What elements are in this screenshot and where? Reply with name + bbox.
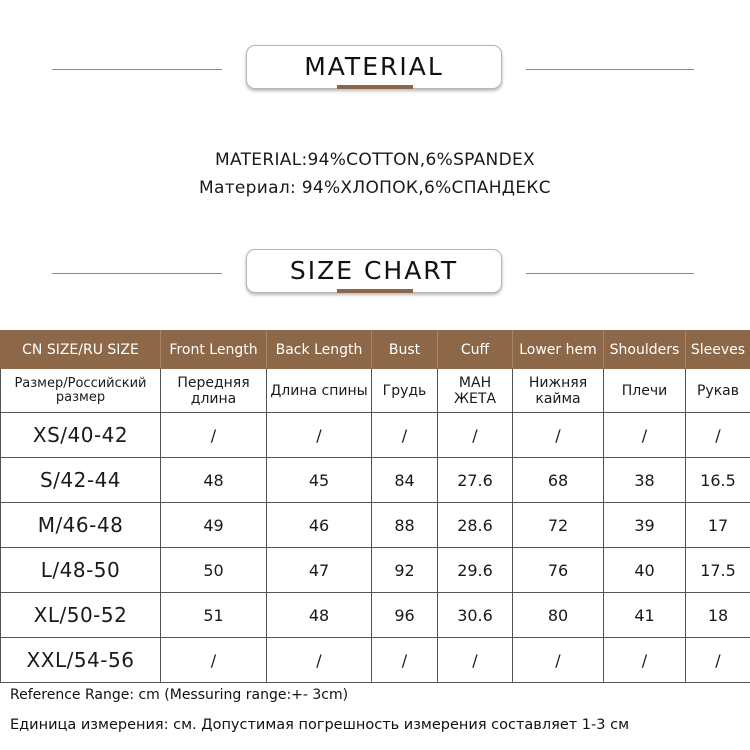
table-header-row-en [1, 331, 750, 369]
table-cell: 17 [686, 503, 750, 548]
table-cell: 29.6 [438, 548, 513, 593]
table-row [1, 638, 750, 683]
column-header: Front Length [161, 331, 267, 369]
table-cell: / [372, 413, 438, 458]
table-cell: 40 [604, 548, 686, 593]
table-cell: 48 [161, 458, 267, 503]
table-cell: 17.5 [686, 548, 750, 593]
table-cell: 76 [513, 548, 604, 593]
material-text-en: MATERIAL:94%COTTON,6%SPANDEX [215, 150, 535, 170]
table-cell: 84 [372, 458, 438, 503]
column-header: Sleeves [686, 331, 750, 369]
table-cell: 39 [604, 503, 686, 548]
table-header-row-ru [1, 369, 750, 413]
table-cell: / [267, 638, 372, 683]
table-cell: / [604, 638, 686, 683]
table-cell: 46 [267, 503, 372, 548]
column-header-ru: Передняя длина [161, 369, 267, 413]
material-text-ru: Материал: 94%ХЛОПОК,6%СПАНДЕКС [199, 178, 551, 198]
table-cell: / [438, 413, 513, 458]
table-cell: 47 [267, 548, 372, 593]
column-header-ru: Плечи [604, 369, 686, 413]
table-cell: / [161, 413, 267, 458]
table-cell: / [438, 638, 513, 683]
reference-range-note: Reference Range: cm (Messuring range:+- 3cm) [10, 687, 349, 703]
table-cell: / [686, 638, 750, 683]
heading-accent-bar [337, 289, 413, 293]
size-label-cell: XXL/54-56 [1, 638, 161, 683]
size-chart-section-heading [0, 249, 750, 299]
table-row [1, 503, 750, 548]
column-header-ru: Грудь [372, 369, 438, 413]
table-cell: 27.6 [438, 458, 513, 503]
table-cell: 49 [161, 503, 267, 548]
size-label-cell: XL/50-52 [1, 593, 161, 638]
column-header-ru: МАН ЖЕТА [438, 369, 513, 413]
table-cell: 41 [604, 593, 686, 638]
size-label-cell: S/42-44 [1, 458, 161, 503]
size-label-cell: L/48-50 [1, 548, 161, 593]
table-cell: 45 [267, 458, 372, 503]
table-cell: / [513, 638, 604, 683]
table-cell: 72 [513, 503, 604, 548]
table-cell: 51 [161, 593, 267, 638]
table-cell: / [604, 413, 686, 458]
heading-rule-left [52, 69, 222, 70]
material-title: MATERIAL [246, 45, 502, 89]
table-cell: 68 [513, 458, 604, 503]
table-cell: 30.6 [438, 593, 513, 638]
material-section-heading [0, 45, 750, 95]
column-header: CN SIZE/RU SIZE [1, 331, 161, 369]
table-cell: 50 [161, 548, 267, 593]
column-header-ru: Длина спины [267, 369, 372, 413]
table-row [1, 548, 750, 593]
table-cell: 96 [372, 593, 438, 638]
measurement-unit-note-ru: Единица измерения: см. Допустимая погрешность измерения составляет 1-3 см [10, 717, 630, 733]
table-row [1, 593, 750, 638]
column-header-ru: Нижняя кайма [513, 369, 604, 413]
column-header-ru: Размер/Российский размер [1, 369, 161, 413]
table-cell: 88 [372, 503, 438, 548]
table-cell: 92 [372, 548, 438, 593]
table-cell: / [161, 638, 267, 683]
heading-rule-right [526, 69, 694, 70]
heading-rule-right [526, 273, 694, 274]
table-cell: 16.5 [686, 458, 750, 503]
table-cell: / [513, 413, 604, 458]
table-cell: 28.6 [438, 503, 513, 548]
table-cell: / [686, 413, 750, 458]
table-row [1, 458, 750, 503]
column-header: Back Length [267, 331, 372, 369]
table-cell: 38 [604, 458, 686, 503]
column-header: Bust [372, 331, 438, 369]
size-chart-title: SIZE CHART [246, 249, 502, 293]
column-header: Shoulders [604, 331, 686, 369]
size-label-cell: M/46-48 [1, 503, 161, 548]
table-cell: 48 [267, 593, 372, 638]
table-cell: / [267, 413, 372, 458]
heading-accent-bar [337, 85, 413, 89]
size-table [0, 330, 750, 683]
heading-rule-left [52, 273, 222, 274]
table-cell: 80 [513, 593, 604, 638]
table-cell: / [372, 638, 438, 683]
column-header-ru: Рукав [686, 369, 750, 413]
column-header: Lower hem [513, 331, 604, 369]
column-header: Cuff [438, 331, 513, 369]
table-row [1, 413, 750, 458]
table-cell: 18 [686, 593, 750, 638]
size-label-cell: XS/40-42 [1, 413, 161, 458]
